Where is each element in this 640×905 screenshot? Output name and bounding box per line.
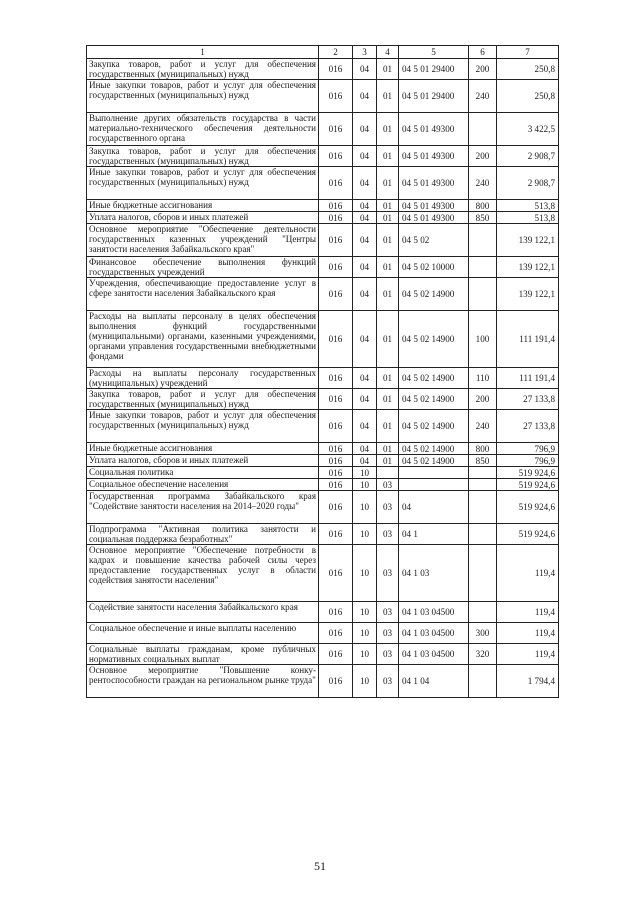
table-row — [87, 113, 559, 146]
ministry-code-cell: 016 — [319, 545, 353, 602]
ministry-code-cell: 016 — [319, 623, 353, 644]
section-code-cell: 04 — [353, 368, 377, 389]
target-article-cell: 04 5 02 14900 — [399, 368, 469, 389]
amount-cell: 796,9 — [497, 455, 559, 467]
ministry-code-cell: 016 — [319, 113, 353, 146]
subsection-code-cell: 01 — [377, 278, 399, 311]
subsection-code-cell: 01 — [377, 455, 399, 467]
ministry-code-cell: 016 — [319, 212, 353, 224]
amount-cell: 1 794,4 — [497, 665, 559, 698]
table-row — [87, 410, 559, 443]
subsection-code-cell: 03 — [377, 479, 399, 491]
expense-type-cell: 200 — [469, 59, 497, 80]
section-code-cell: 04 — [353, 113, 377, 146]
table-row — [87, 389, 559, 410]
expense-type-cell: 240 — [469, 410, 497, 443]
section-code-cell: 10 — [353, 623, 377, 644]
amount-cell: 111 191,4 — [497, 368, 559, 389]
ministry-code-cell: 016 — [319, 443, 353, 455]
table-row — [87, 212, 559, 224]
amount-cell: 119,4 — [497, 644, 559, 665]
expense-type-cell — [469, 524, 497, 545]
target-article-cell: 04 5 02 14900 — [399, 455, 469, 467]
row-name-cell: Закупка товаров, работ и услуг для обеспечения государственных (муниципальных) нужд — [87, 146, 319, 167]
section-code-cell: 04 — [353, 257, 377, 278]
row-name-cell: Уплата налогов, сборов и иных платежей — [87, 212, 319, 224]
row-name-cell: Основное мероприятие "Обеспечение деятельности государственных казенных учреждений "Центры занятости населения Забайкальского края" — [87, 224, 319, 257]
expense-type-cell: 850 — [469, 455, 497, 467]
subsection-code-cell: 01 — [377, 368, 399, 389]
subsection-code-cell: 01 — [377, 311, 399, 368]
subsection-code-cell: 01 — [377, 113, 399, 146]
target-article-cell: 04 1 04 — [399, 665, 469, 698]
subsection-code-cell: 01 — [377, 167, 399, 200]
expense-type-cell: 240 — [469, 80, 497, 113]
column-header: 3 — [353, 46, 377, 59]
page-number: 51 — [314, 859, 326, 873]
expense-type-cell: 800 — [469, 200, 497, 212]
amount-cell: 119,4 — [497, 602, 559, 623]
table-row — [87, 311, 559, 368]
target-article-cell: 04 5 01 49300 — [399, 200, 469, 212]
table-row — [87, 602, 559, 623]
subsection-code-cell: 03 — [377, 602, 399, 623]
budget-table — [86, 45, 559, 698]
expense-type-cell: 320 — [469, 644, 497, 665]
section-code-cell: 04 — [353, 167, 377, 200]
amount-cell: 119,4 — [497, 545, 559, 602]
row-name-cell: Иные закупки товаров, работ и услуг для обеспечения государственных (муниципальных) нужд — [87, 410, 319, 443]
row-name-cell: Учреждения, обеспечивающие предоставление услуг в сфере занятости населения Забайкальского края — [87, 278, 319, 311]
table-row — [87, 524, 559, 545]
expense-type-cell — [469, 467, 497, 479]
section-code-cell: 04 — [353, 410, 377, 443]
section-code-cell: 04 — [353, 146, 377, 167]
amount-cell: 250,8 — [497, 59, 559, 80]
target-article-cell: 04 1 03 — [399, 545, 469, 602]
section-code-cell: 04 — [353, 224, 377, 257]
column-header: 6 — [469, 46, 497, 59]
section-code-cell: 10 — [353, 644, 377, 665]
target-article-cell: 04 1 03 04500 — [399, 602, 469, 623]
amount-cell: 513,8 — [497, 212, 559, 224]
subsection-code-cell: 03 — [377, 491, 399, 524]
amount-cell: 250,8 — [497, 80, 559, 113]
expense-type-cell — [469, 665, 497, 698]
amount-cell: 519 924,6 — [497, 524, 559, 545]
ministry-code-cell: 016 — [319, 602, 353, 623]
amount-cell: 796,9 — [497, 443, 559, 455]
ministry-code-cell: 016 — [319, 524, 353, 545]
ministry-code-cell: 016 — [319, 167, 353, 200]
section-code-cell: 10 — [353, 467, 377, 479]
section-code-cell: 04 — [353, 212, 377, 224]
table-row — [87, 467, 559, 479]
amount-cell: 2 908,7 — [497, 167, 559, 200]
table-row — [87, 665, 559, 698]
target-article-cell: 04 5 01 29400 — [399, 80, 469, 113]
subsection-code-cell: 03 — [377, 665, 399, 698]
row-name-cell: Иные бюджетные ассигнования — [87, 200, 319, 212]
row-name-cell: Социальное обеспечение населения — [87, 479, 319, 491]
ministry-code-cell: 016 — [319, 311, 353, 368]
expense-type-cell: 300 — [469, 623, 497, 644]
amount-cell: 27 133,8 — [497, 389, 559, 410]
subsection-code-cell: 01 — [377, 410, 399, 443]
column-header: 2 — [319, 46, 353, 59]
subsection-code-cell: 01 — [377, 212, 399, 224]
row-name-cell: Государственная программа Забайкальского края "Содействие занятости населения на 2014–2020 годы" — [87, 491, 319, 524]
table-row — [87, 455, 559, 467]
target-article-cell: 04 5 02 14900 — [399, 278, 469, 311]
column-header: 5 — [399, 46, 469, 59]
section-code-cell: 04 — [353, 278, 377, 311]
expense-type-cell — [469, 479, 497, 491]
table-row — [87, 167, 559, 200]
expense-type-cell: 850 — [469, 212, 497, 224]
target-article-cell: 04 5 01 49300 — [399, 167, 469, 200]
table-row — [87, 200, 559, 212]
subsection-code-cell: 01 — [377, 146, 399, 167]
subsection-code-cell — [377, 467, 399, 479]
amount-cell: 139 122,1 — [497, 278, 559, 311]
target-article-cell: 04 5 02 14900 — [399, 389, 469, 410]
expense-type-cell: 200 — [469, 389, 497, 410]
table-row — [87, 368, 559, 389]
section-code-cell: 04 — [353, 389, 377, 410]
ministry-code-cell: 016 — [319, 200, 353, 212]
expense-type-cell — [469, 257, 497, 278]
subsection-code-cell: 01 — [377, 389, 399, 410]
ministry-code-cell: 016 — [319, 146, 353, 167]
row-name-cell: Уплата налогов, сборов и иных платежей — [87, 455, 319, 467]
ministry-code-cell: 016 — [319, 368, 353, 389]
section-code-cell: 04 — [353, 200, 377, 212]
target-article-cell: 04 1 03 04500 — [399, 623, 469, 644]
row-name-cell: Социальные выплаты гражданам, кроме публичных нормативных социальных выплат — [87, 644, 319, 665]
subsection-code-cell: 03 — [377, 623, 399, 644]
row-name-cell: Основное мероприятие "Повышение конкурентоспособности граждан на региональном рынке труда" — [87, 665, 319, 698]
ministry-code-cell: 016 — [319, 278, 353, 311]
table-row — [87, 278, 559, 311]
amount-cell: 513,8 — [497, 200, 559, 212]
ministry-code-cell: 016 — [319, 665, 353, 698]
amount-cell: 139 122,1 — [497, 224, 559, 257]
amount-cell: 3 422,5 — [497, 113, 559, 146]
ministry-code-cell: 016 — [319, 410, 353, 443]
column-header: 1 — [87, 46, 319, 59]
row-name-cell: Содействие занятости населения Забайкальского края — [87, 602, 319, 623]
target-article-cell: 04 — [399, 491, 469, 524]
table-row — [87, 80, 559, 113]
column-header: 7 — [497, 46, 559, 59]
table-row — [87, 59, 559, 80]
section-code-cell: 04 — [353, 443, 377, 455]
table-row — [87, 491, 559, 524]
target-article-cell: 04 5 01 49300 — [399, 146, 469, 167]
section-code-cell: 10 — [353, 665, 377, 698]
expense-type-cell — [469, 545, 497, 602]
amount-cell: 27 133,8 — [497, 410, 559, 443]
subsection-code-cell: 01 — [377, 200, 399, 212]
target-article-cell: 04 1 — [399, 524, 469, 545]
section-code-cell: 10 — [353, 545, 377, 602]
row-name-cell: Социальное обеспечение и иные выплаты населению — [87, 623, 319, 644]
subsection-code-cell: 03 — [377, 524, 399, 545]
ministry-code-cell: 016 — [319, 491, 353, 524]
section-code-cell: 04 — [353, 455, 377, 467]
expense-type-cell: 800 — [469, 443, 497, 455]
table-header-row — [87, 46, 559, 59]
amount-cell: 519 924,6 — [497, 467, 559, 479]
table-row — [87, 257, 559, 278]
section-code-cell: 10 — [353, 479, 377, 491]
row-name-cell: Финансовое обеспечение выполнения функций государственных учреждений — [87, 257, 319, 278]
table-row — [87, 644, 559, 665]
amount-cell: 2 908,7 — [497, 146, 559, 167]
subsection-code-cell: 01 — [377, 257, 399, 278]
table-row — [87, 443, 559, 455]
target-article-cell: 04 5 02 — [399, 224, 469, 257]
ministry-code-cell: 016 — [319, 479, 353, 491]
subsection-code-cell: 01 — [377, 80, 399, 113]
table-row — [87, 146, 559, 167]
target-article-cell: 04 1 03 04500 — [399, 644, 469, 665]
row-name-cell: Иные закупки товаров, работ и услуг для обеспечения государственных (муниципальных) нужд — [87, 80, 319, 113]
amount-cell: 139 122,1 — [497, 257, 559, 278]
table-row — [87, 224, 559, 257]
expense-type-cell: 110 — [469, 368, 497, 389]
expense-type-cell: 200 — [469, 146, 497, 167]
ministry-code-cell: 016 — [319, 389, 353, 410]
target-article-cell: 04 5 01 29400 — [399, 59, 469, 80]
section-code-cell: 10 — [353, 602, 377, 623]
section-code-cell: 04 — [353, 80, 377, 113]
document-page — [86, 45, 558, 698]
amount-cell: 119,4 — [497, 623, 559, 644]
row-name-cell: Иные бюджетные ассигнования — [87, 443, 319, 455]
target-article-cell: 04 5 02 10000 — [399, 257, 469, 278]
target-article-cell: 04 5 02 14900 — [399, 311, 469, 368]
ministry-code-cell: 016 — [319, 257, 353, 278]
target-article-cell: 04 5 01 49300 — [399, 113, 469, 146]
target-article-cell — [399, 479, 469, 491]
expense-type-cell: 240 — [469, 167, 497, 200]
expense-type-cell — [469, 278, 497, 311]
amount-cell: 519 924,6 — [497, 491, 559, 524]
row-name-cell: Расходы на выплаты персоналу в целях обеспечения выполнения функций государственными (муниципальными) органами, казенными учреждениями, органами управления государственными внебюджетными фондами — [87, 311, 319, 368]
target-article-cell — [399, 467, 469, 479]
target-article-cell: 04 5 02 14900 — [399, 443, 469, 455]
expense-type-cell — [469, 491, 497, 524]
section-code-cell: 04 — [353, 311, 377, 368]
ministry-code-cell: 016 — [319, 59, 353, 80]
expense-type-cell — [469, 602, 497, 623]
target-article-cell: 04 5 01 49300 — [399, 212, 469, 224]
ministry-code-cell: 016 — [319, 224, 353, 257]
section-code-cell: 10 — [353, 524, 377, 545]
subsection-code-cell: 03 — [377, 545, 399, 602]
ministry-code-cell: 016 — [319, 455, 353, 467]
ministry-code-cell: 016 — [319, 80, 353, 113]
column-header: 4 — [377, 46, 399, 59]
row-name-cell: Выполнение других обязательств государства в части материально-технического обеспечения деятельности государственного органа — [87, 113, 319, 146]
row-name-cell: Подпрограмма "Активная политика занятости и социальная поддержка безработных" — [87, 524, 319, 545]
row-name-cell: Иные закупки товаров, работ и услуг для обеспечения государственных (муниципальных) нужд — [87, 167, 319, 200]
amount-cell: 519 924,6 — [497, 479, 559, 491]
table-row — [87, 623, 559, 644]
ministry-code-cell: 016 — [319, 467, 353, 479]
row-name-cell: Социальная политика — [87, 467, 319, 479]
subsection-code-cell: 03 — [377, 644, 399, 665]
row-name-cell: Закупка товаров, работ и услуг для обеспечения государственных (муниципальных) нужд — [87, 389, 319, 410]
subsection-code-cell: 01 — [377, 224, 399, 257]
expense-type-cell — [469, 113, 497, 146]
row-name-cell: Основное мероприятие "Обеспечение потребности в кадрах и повышение качества рабочей силы через предоставление государственных услуг в области содействия занятости населения" — [87, 545, 319, 602]
section-code-cell: 10 — [353, 491, 377, 524]
ministry-code-cell: 016 — [319, 644, 353, 665]
row-name-cell: Расходы на выплаты персоналу государственных (муниципальных) учреждений — [87, 368, 319, 389]
subsection-code-cell: 01 — [377, 443, 399, 455]
expense-type-cell: 100 — [469, 311, 497, 368]
target-article-cell: 04 5 02 14900 — [399, 410, 469, 443]
row-name-cell: Закупка товаров, работ и услуг для обеспечения государственных (муниципальных) нужд — [87, 59, 319, 80]
amount-cell: 111 191,4 — [497, 311, 559, 368]
table-row — [87, 479, 559, 491]
section-code-cell: 04 — [353, 59, 377, 80]
table-row — [87, 545, 559, 602]
expense-type-cell — [469, 224, 497, 257]
subsection-code-cell: 01 — [377, 59, 399, 80]
